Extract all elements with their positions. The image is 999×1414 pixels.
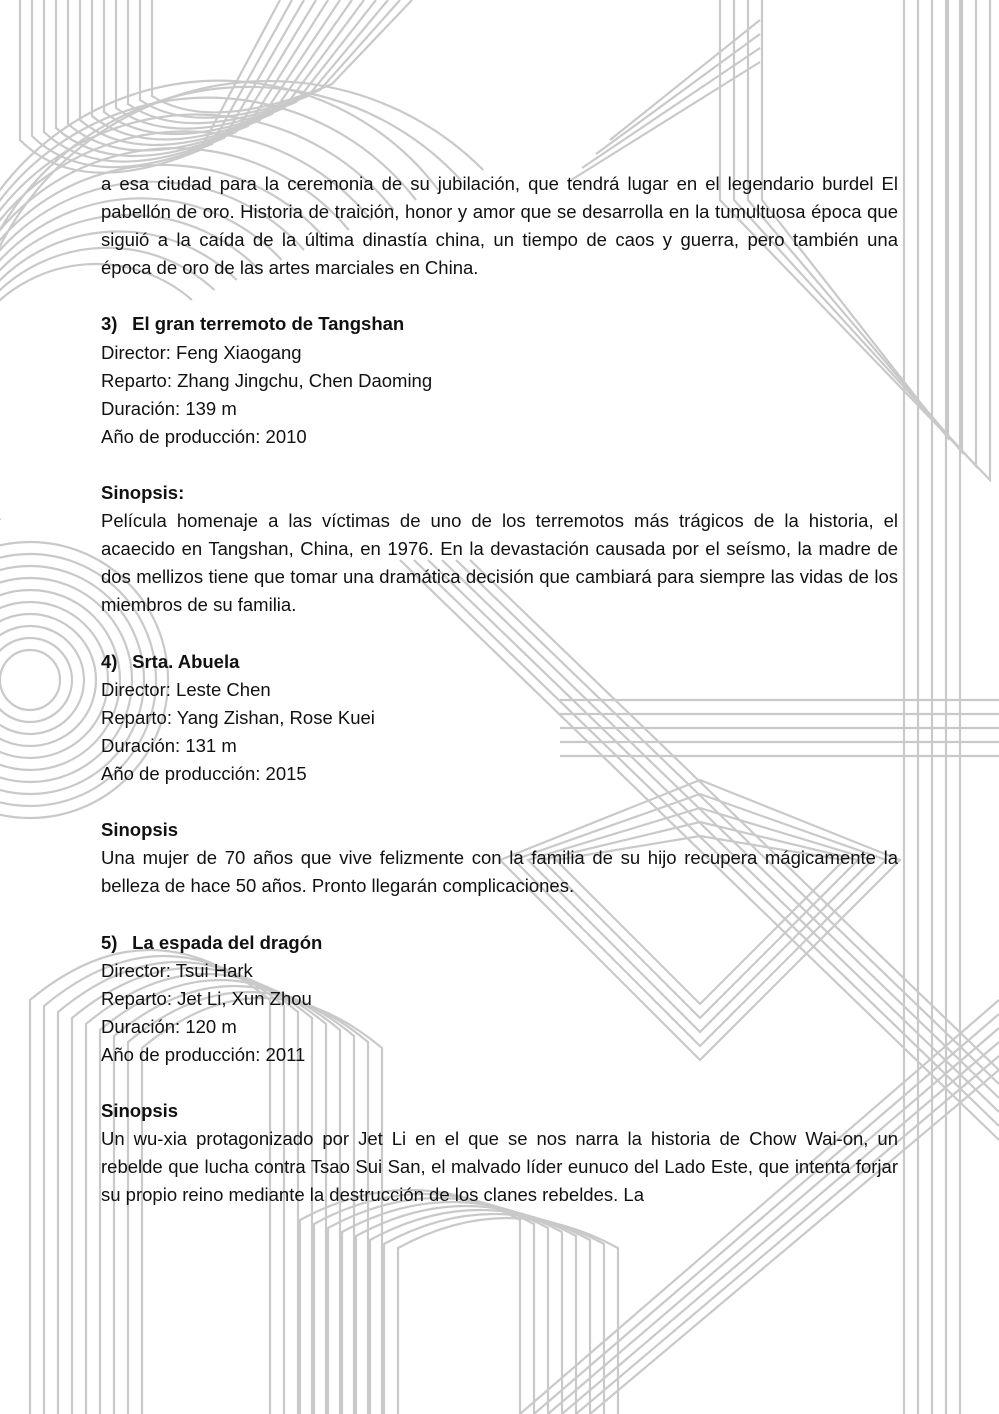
- document-page: [101, 170, 898, 1209]
- film-entry-3: [101, 310, 898, 619]
- synopsis-text: Una mujer de 70 años que vive felizmente con la familia de su hijo recupera mágicamente la belleza de hace 50 años. Pronto llegarán complicaciones.: [101, 847, 898, 897]
- film-number: 3): [101, 313, 118, 335]
- film-cast: Reparto: Yang Zishan, Rose Kuei: [101, 706, 375, 728]
- film-duration: Duración: 120 m: [101, 1015, 237, 1037]
- film-number: 4): [101, 650, 118, 672]
- film-entry-4: [101, 648, 898, 901]
- film-title: Srta. Abuela: [132, 650, 240, 672]
- film-entry-5: [101, 929, 898, 1210]
- film-cast: Reparto: Zhang Jingchu, Chen Daoming: [101, 369, 433, 391]
- synopsis-text: Película homenaje a las víctimas de uno de los terremotos más trágicos de la historia, el acaecido en Tangshan, China, en 1976. En la devastación causada por el seísmo, la madre de dos mellizos tiene que tomar una dramática decisión que cambiará para siempre las vidas de los miembros de su familia.: [101, 510, 898, 616]
- film-year: Año de producción: 2010: [101, 425, 307, 447]
- film-cast: Reparto: Jet Li, Xun Zhou: [101, 987, 312, 1009]
- film-duration: Duración: 139 m: [101, 397, 237, 419]
- film-heading: [101, 310, 898, 338]
- synopsis-heading: Sinopsis: [101, 819, 179, 841]
- intro-paragraph: a esa ciudad para la ceremonia de su jubilación, que tendrá lugar en el legendario burdel El pabellón de oro. Historia de traición, honor y amor que se desarrolla en la tumultuosa época que siguió a la caída de la última dinastía china, un tiempo de caos y guerra, pero también una época de oro de las artes marciales en China.: [101, 173, 898, 279]
- synopsis-heading: Sinopsis: [101, 1100, 179, 1122]
- film-title: La espada del dragón: [132, 931, 323, 953]
- film-number: 5): [101, 931, 118, 953]
- film-title: El gran terremoto de Tangshan: [132, 313, 405, 335]
- film-duration: Duración: 131 m: [101, 734, 237, 756]
- synopsis-text: Un wu-xia protagonizado por Jet Li en el que se nos narra la historia de Chow Wai-on, un rebelde que lucha contra Tsao Sui San, el malvado líder eunuco del Lado Este, que intenta forjar su propio reino mediante la destrucción de los clanes rebeldes. La: [101, 1128, 898, 1206]
- film-year: Año de producción: 2011: [101, 1043, 306, 1065]
- film-director: Director: Leste Chen: [101, 678, 271, 700]
- film-director: Director: Tsui Hark: [101, 959, 253, 981]
- film-director: Director: Feng Xiaogang: [101, 341, 302, 363]
- film-year: Año de producción: 2015: [101, 762, 307, 784]
- synopsis-heading: Sinopsis:: [101, 482, 185, 504]
- film-heading: [101, 929, 898, 957]
- film-heading: [101, 648, 898, 676]
